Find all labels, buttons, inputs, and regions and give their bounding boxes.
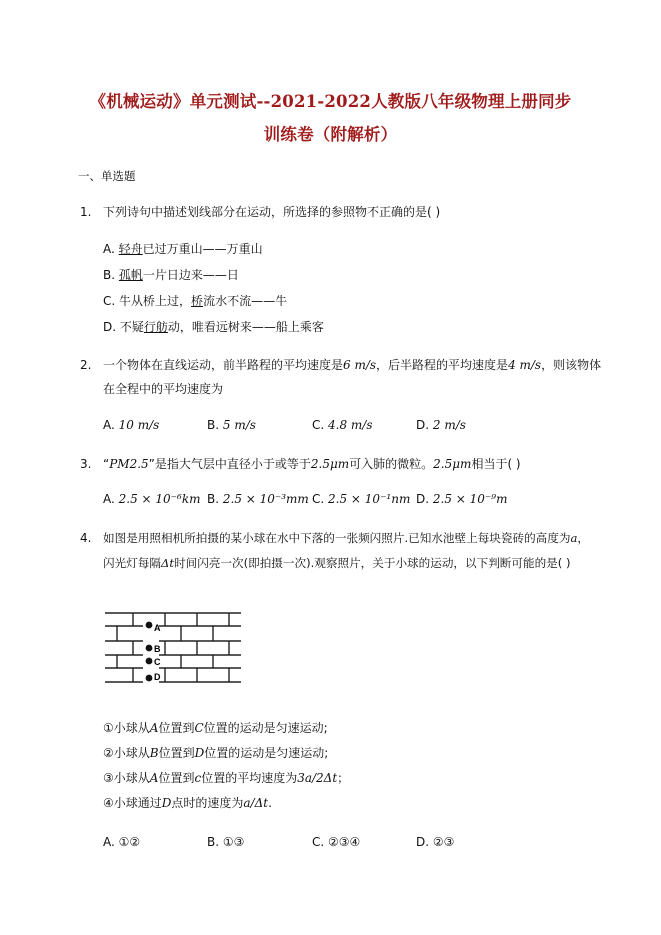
option-b [207, 418, 256, 432]
math-symbol: A [149, 771, 159, 785]
figure-label-b: B [154, 644, 161, 654]
option-text-pre: 牛从桥上过， [119, 294, 192, 308]
ball-position-a [146, 622, 153, 629]
diameter-value: 2.5μm [433, 457, 472, 471]
option-text-pre: 不疑 [119, 320, 144, 334]
figure-label-d: D [154, 672, 161, 682]
stem-text: ，后半路程的平均速度是 [376, 358, 509, 372]
ball-position-c [146, 658, 153, 665]
option-a [103, 492, 200, 506]
question-stem-line2 [103, 555, 571, 571]
stem-text: 时间闪亮一次(即拍摄一次).观察照片，关于小球的运动，以下判断可能的是( ) [174, 556, 571, 570]
math-symbol: C [194, 721, 204, 735]
underlined-term: 桥 [191, 294, 204, 308]
option-label: B. [103, 268, 116, 282]
option-text: ②③④ [328, 835, 361, 849]
option-b [207, 492, 309, 506]
option-b [103, 266, 239, 283]
option-c [312, 418, 373, 432]
document-title-line1: 《机械运动》单元测试--2021-2022人教版八年级物理上册同步 [89, 92, 572, 111]
option-text: 4.8 m/s [328, 418, 373, 432]
stem-text: 可入肺的微粒。 [349, 457, 434, 471]
option-text: 10 m/s [118, 418, 160, 432]
option-label: A. [103, 835, 115, 849]
option-label: B. [207, 835, 220, 849]
math-symbol: Δt [160, 556, 175, 570]
statement-text: 位置的运动是匀速运动; [204, 746, 329, 760]
statement-text: 位置到 [158, 721, 195, 735]
statement-text: 位置到 [158, 746, 195, 760]
statement-text: ①小球从 [103, 721, 150, 735]
ball-position-b [146, 645, 153, 652]
statement-text: ③小球从 [103, 771, 150, 785]
statement-text: ④小球通过 [103, 796, 162, 810]
speed-value: 4 m/s [508, 358, 542, 372]
statement-text: 位置到 [158, 771, 195, 785]
stem-text: ， [577, 531, 589, 545]
option-label: A. [103, 492, 115, 506]
stem-text: 闪光灯每隔 [103, 556, 161, 570]
math-symbol: D [194, 746, 205, 760]
stem-text: 相当于( ) [471, 457, 521, 471]
option-label: A. [103, 242, 115, 256]
option-label: C. [312, 835, 325, 849]
option-text: 5 m/s [222, 418, 256, 432]
statement-1 [103, 720, 328, 736]
option-text-post: 一片日边来——日 [142, 268, 239, 282]
option-label: C. [103, 294, 116, 308]
option-text: 2.5 × 10⁻³mm [222, 492, 309, 506]
figure-label-c: C [154, 657, 161, 667]
figure-label-a: A [154, 623, 161, 633]
stem-text: “ [103, 457, 110, 471]
underlined-term: 孤帆 [118, 268, 143, 282]
option-text: 2 m/s [432, 418, 466, 432]
pm-term: PM2.5 [109, 457, 149, 471]
option-label: D. [416, 418, 430, 432]
statement-text: ②小球从 [103, 746, 150, 760]
strobe-photo-figure [103, 611, 243, 686]
option-c [103, 292, 287, 309]
section-heading: 一、单选题 [78, 169, 136, 183]
stem-text: ”是指大气层中直径小于或等于 [148, 457, 311, 471]
statement-text: ； [337, 771, 350, 785]
question-number: 4. [80, 531, 92, 545]
question-stem-line1 [103, 530, 589, 546]
option-label: C. [312, 492, 325, 506]
math-symbol: a [570, 531, 578, 545]
option-label: B. [207, 418, 220, 432]
option-text: 2.5 × 10⁻¹nm [328, 492, 411, 506]
option-label: D. [103, 320, 117, 334]
option-c [312, 835, 360, 849]
option-label: B. [207, 492, 220, 506]
option-a [103, 418, 159, 432]
option-a [103, 240, 263, 257]
math-symbol: B [149, 746, 159, 760]
option-text: 2.5 × 10⁻⁹m [432, 492, 508, 506]
option-d [416, 492, 507, 506]
question-stem: 下列诗句中描述划线部分在运动，所选择的参照物不正确的是( ) [103, 205, 441, 219]
option-d [416, 418, 466, 432]
option-text-post: 已过万重山——万重山 [142, 242, 263, 256]
question-stem-line2: 在全程中的平均速度为 [103, 382, 224, 396]
statement-text: . [268, 796, 272, 810]
option-text: 2.5 × 10⁻⁶km [118, 492, 201, 506]
document-title-line2: 训练卷（附解析） [263, 125, 398, 144]
stem-text: 一个物体在直线运动，前半路程的平均速度是 [103, 358, 344, 372]
option-label: C. [312, 418, 325, 432]
statement-text: 点时的速度为 [171, 796, 244, 810]
math-expression: 3a/2Δt [297, 771, 338, 785]
option-c [312, 492, 410, 506]
option-text-post: 动，唯看远树来——船上乘客 [167, 320, 324, 334]
stem-text: ，则该物体 [541, 358, 602, 372]
math-symbol: A [149, 721, 159, 735]
statement-4 [103, 795, 272, 811]
question-stem [103, 456, 521, 472]
option-b [207, 835, 244, 849]
math-symbol: D [161, 796, 172, 810]
question-number: 1. [80, 205, 92, 219]
ball-position-d [146, 675, 153, 682]
option-d [416, 835, 454, 849]
question-number: 3. [80, 457, 92, 471]
option-label: A. [103, 418, 115, 432]
question-stem-line1 [103, 357, 601, 373]
speed-value: 6 m/s [343, 358, 377, 372]
option-text: ①② [118, 835, 141, 849]
statement-2 [103, 745, 328, 761]
option-label: D. [416, 835, 430, 849]
question-number: 2. [80, 358, 92, 372]
diameter-value: 2.5μm [310, 457, 350, 471]
statement-text: 位置的运动是匀速运动; [203, 721, 328, 735]
statement-3 [103, 770, 349, 786]
math-symbol: c [194, 771, 202, 785]
statement-text: 位置的平均速度为 [201, 771, 298, 785]
underlined-term: 轻舟 [118, 242, 143, 256]
underlined-term: 行舫 [143, 320, 168, 334]
option-label: D. [416, 492, 430, 506]
stem-text: 如图是用照相机所拍摄的某小球在水中下落的一张频闪照片.已知水池壁上每块瓷砖的高度为 [103, 531, 571, 545]
option-text: ①③ [222, 835, 245, 849]
option-text-post: 流水不流——牛 [203, 294, 288, 308]
option-a [103, 835, 140, 849]
option-text: ②③ [432, 835, 455, 849]
math-expression: a/Δt [243, 796, 269, 810]
option-d [103, 318, 324, 335]
